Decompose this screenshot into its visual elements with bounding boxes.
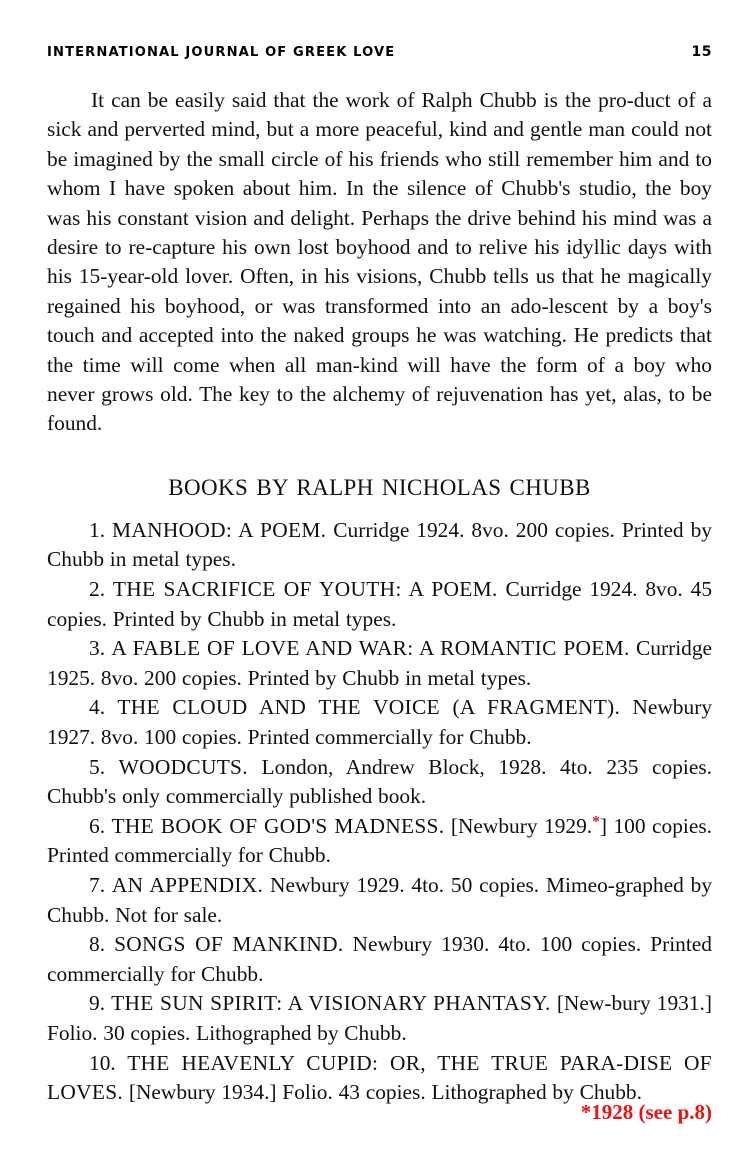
entry-number: 9. xyxy=(89,991,106,1016)
entry-details-after-mark: ] 100 copies. Printed commercially for Chubb. xyxy=(47,813,713,868)
entry-number: 7. xyxy=(89,873,106,897)
page-number: 15 xyxy=(691,44,712,60)
bibliography-entry xyxy=(47,930,712,989)
bibliography-entry xyxy=(47,693,712,752)
entry-details: Newbury 1927. 8vo. 100 copies. Printed commercially for Chubb. xyxy=(47,695,713,750)
entry-number: 5. xyxy=(89,754,106,779)
bibliography-entry xyxy=(47,575,712,634)
entry-details: London, Andrew Block, 1928. 4to. 235 copies. Chubb's only commercially published book. xyxy=(47,754,712,809)
bibliography-entry xyxy=(47,753,712,812)
entry-number: 10. xyxy=(89,1050,116,1075)
red-footnote-annotation: *1928 (see p.8) xyxy=(580,1100,712,1124)
entry-title: WOODCUTS. xyxy=(118,754,248,779)
entry-number: 2. xyxy=(89,577,106,602)
entry-details-before-mark: [Newbury 1929. xyxy=(450,813,593,838)
entry-title: THE SACRIFICE OF YOUTH: A POEM. xyxy=(112,577,498,602)
entry-title: THE HEAVENLY CUPID: OR, THE TRUE PARA-DISE OF LOVES. xyxy=(47,1050,712,1105)
bibliography-entry xyxy=(47,516,712,575)
entry-details: Curridge 1924. 8vo. 200 copies. Printed by Chubb in metal types. xyxy=(47,517,712,572)
entry-number: 6. xyxy=(89,813,106,838)
bibliography-entry xyxy=(47,871,712,930)
entry-title: SONGS OF MANKIND. xyxy=(114,932,344,957)
bibliography-entry xyxy=(47,812,712,871)
entry-number: 8. xyxy=(89,932,106,957)
entry-details: [Newbury 1934.] Folio. 43 copies. Lithographed by Chubb. xyxy=(128,1080,642,1105)
journal-title: INTERNATIONAL JOURNAL OF GREEK LOVE xyxy=(47,44,396,60)
entry-details: Newbury 1929. 4to. 50 copies. Mimeo-graphed by Chubb. Not for sale. xyxy=(47,873,713,927)
entry-number: 1. xyxy=(89,517,106,542)
entry-title: THE CLOUD AND THE VOICE (A FRAGMENT). xyxy=(117,695,621,720)
bibliography-entry xyxy=(47,989,712,1048)
entry-details: Curridge 1925. 8vo. 200 copies. Printed by Chubb in metal types. xyxy=(47,636,713,690)
body-paragraph: It can be easily said that the work of Ralph Chubb is the pro-duct of a sick and perverted mind, but a more peaceful, kind and gentle man could not be imagined by the small circle of his friends who still remember him and to whom I have spoken about him. In the silence of Chubb's studio, the boy was his constant vision and delight. Perhaps the drive behind his mind was a desire to re-capture his own lost boyhood and to relive his idyllic days with his 15-year-old lover. Often, in his visions, Chubb tells us that he magically regained his boyhood, or was transformed into an ado-lescent by a boy's touch and accepted into the naked groups he was watching. He predicts that the time will come when all man-kind will have the form of a boy who never grows old. The key to the alchemy of rejuvenation has yet, alas, to be found. xyxy=(47,88,712,436)
entry-title: THE SUN SPIRIT: A VISIONARY PHANTASY. xyxy=(111,991,551,1016)
entry-title: THE BOOK OF GOD'S MADNESS. xyxy=(111,813,445,838)
entry-title: MANHOOD: A POEM. xyxy=(112,517,327,542)
running-head xyxy=(47,44,712,60)
bibliography-entry xyxy=(47,634,712,693)
asterisk-annotation-icon: * xyxy=(592,813,600,831)
entry-details: Curridge 1924. 8vo. 45 copies. Printed by Chubb in metal types. xyxy=(47,577,713,631)
entry-number: 4. xyxy=(89,695,106,720)
text-column xyxy=(47,86,712,1108)
bibliography-list xyxy=(47,503,712,1108)
entry-title: A FABLE OF LOVE AND WAR: A ROMANTIC POEM. xyxy=(111,636,630,661)
entry-details: [New-bury 1931.] Folio. 30 copies. Lithographed by Chubb. xyxy=(47,991,713,1045)
section-heading: BOOKS BY RALPH NICHOLAS CHUBB xyxy=(168,474,591,500)
entry-number: 3. xyxy=(89,636,106,661)
entry-title: AN APPENDIX. xyxy=(111,873,264,897)
bibliography-entry xyxy=(47,1049,712,1108)
entry-details: Newbury 1930. 4to. 100 copies. Printed commercially for Chubb. xyxy=(47,932,712,986)
